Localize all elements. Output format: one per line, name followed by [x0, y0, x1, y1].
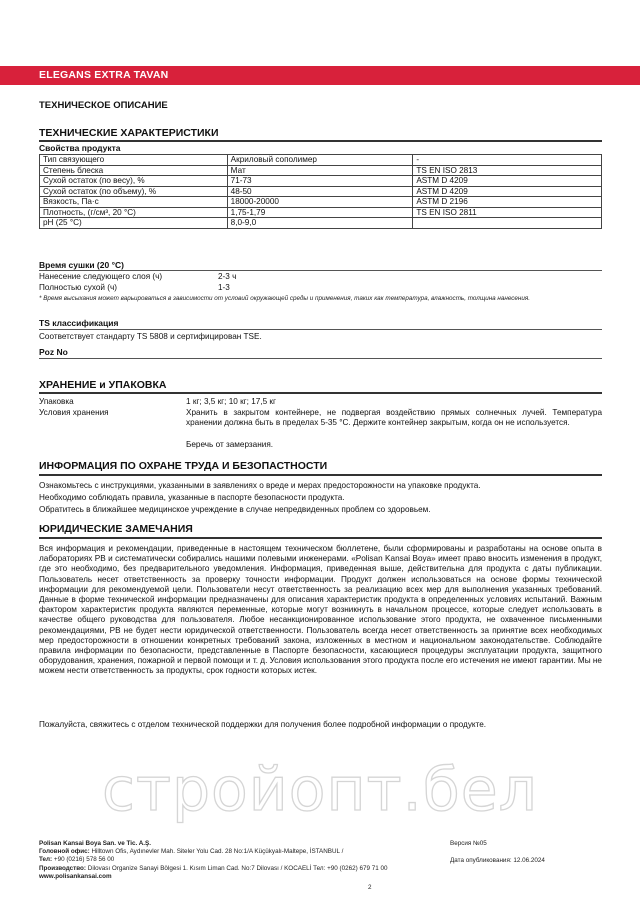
- header-bar: [0, 66, 640, 85]
- dry-label: Полностью сухой (ч): [39, 283, 117, 292]
- storage-cond-value2: Беречь от замерзания.: [186, 440, 274, 449]
- legal-heading: ЮРИДИЧЕСКИЕ ЗАМЕЧАНИЯ: [39, 523, 193, 535]
- pack-value: 1 кг; 3,5 кг; 10 кг; 17,5 кг: [186, 397, 276, 406]
- table-row: [40, 197, 602, 208]
- page-number: 2: [368, 884, 372, 891]
- recoat-value: 2-3 ч: [218, 272, 237, 281]
- storage-heading: ХРАНЕНИЕ и УПАКОВКА: [39, 379, 167, 391]
- footer-office: Hilltown Ofis, Aydınevler Mah. Siteler Yolu Cad. 28 No:1/A Küçükyalı-Maltepe, İSTANBUL /: [91, 848, 344, 856]
- property-name-cell: Сухой остаток (по весу), %: [40, 176, 228, 187]
- watermark: стройопт.бел: [102, 755, 538, 825]
- drying-rule: [39, 270, 602, 271]
- property-value-cell: 1,75-1,79: [227, 207, 413, 218]
- table-row: [40, 218, 602, 229]
- table-row: [40, 155, 602, 166]
- footer-company: Polisan Kansai Boya San. ve Tic. A.Ş.: [39, 840, 151, 847]
- ts-text: Соответствует стандарту TS 5808 и сертифицирован TSE.: [39, 332, 262, 341]
- contact-text: Пожалуйста, свяжитесь с отделом технической поддержки для получения более подробной информации о продукте.: [39, 720, 487, 729]
- dry-value: 1-3: [218, 283, 230, 292]
- product-title: ELEGANS EXTRA TAVAN: [39, 69, 169, 81]
- property-name-cell: Плотность, (г/см³, 20 °C): [40, 207, 228, 218]
- property-name-cell: Тип связующего: [40, 155, 228, 166]
- footer-version: Версия №05: [450, 840, 487, 847]
- property-value-cell: 71-73: [227, 176, 413, 187]
- footer-pub-date: Дата опубликования: 12.06.2024: [450, 857, 545, 864]
- footer-prod-label: Производство:: [39, 864, 87, 872]
- property-value-cell: 18000-20000: [227, 197, 413, 208]
- drying-label: Время сушки (20 °C): [39, 260, 124, 270]
- property-value-cell: 48-50: [227, 186, 413, 197]
- footer-web[interactable]: www.polisankansai.com: [39, 872, 112, 880]
- table-row: [40, 186, 602, 197]
- properties-table: [39, 154, 602, 229]
- table-row: [40, 176, 602, 187]
- table-row: [40, 165, 602, 176]
- storage-rule: [39, 392, 602, 394]
- ts-rule: [39, 329, 602, 330]
- property-name-cell: Сухой остаток (по объему), %: [40, 186, 228, 197]
- storage-cond-label: Условия хранения: [39, 408, 109, 417]
- safety-rule: [39, 474, 602, 476]
- property-standard-cell: ASTM D 4209: [413, 176, 602, 187]
- safety-heading: ИНФОРМАЦИЯ ПО ОХРАНЕ ТРУДА И БЕЗОПАСТНОСТИ: [39, 460, 328, 472]
- tech-heading: ТЕХНИЧЕСКИЕ ХАРАКТЕРИСТИКИ: [39, 127, 219, 139]
- doc-title: ТЕХНИЧЕСКОЕ ОПИСАНИЕ: [39, 100, 168, 111]
- ts-label: TS классификация: [39, 318, 119, 328]
- footer-tel-label: Тел:: [39, 856, 53, 864]
- storage-cond-value: Хранить в закрытом контейнере, не подвергая воздействию прямых солнечных лучей. Температура хранении должна быть в пределах 5-35 °C. Держите контейнер закрытым, когда он не используется.: [186, 408, 602, 427]
- property-name-cell: Вязкость, Па·с: [40, 197, 228, 208]
- footer-tel: +90 (0216) 578 56 00: [53, 856, 115, 864]
- footer-office-label: Головной офис:: [39, 848, 90, 856]
- props-label: Свойства продукта: [39, 143, 121, 153]
- property-standard-cell: ASTM D 2196: [413, 197, 602, 208]
- legal-rule: [39, 537, 602, 539]
- poz-label: Poz No: [39, 347, 68, 357]
- property-standard-cell: TS EN ISO 2813: [413, 165, 602, 176]
- drying-note: * Время высыхания может варьироваться в зависимости от условий окружающей среды и применения, таких как температура, влажность, толщина нанесения.: [39, 295, 531, 302]
- property-value-cell: Мат: [227, 165, 413, 176]
- property-standard-cell: -: [413, 155, 602, 166]
- safety-line-1: Ознакомьтесь с инструкциями, указанными в заявлениях о вреде и мерах предосторожности на упаковке продукта.: [39, 481, 481, 490]
- property-standard-cell: TS EN ISO 2811: [413, 207, 602, 218]
- property-standard-cell: [413, 218, 602, 229]
- table-row: [40, 207, 602, 218]
- poz-rule: [39, 358, 602, 359]
- footer-prod: Dilovası Organize Sanayi Bölgesi 1. Kısım Liman Cad. No:7 Dilovası / KOCAELİ Тел: +90 (0262) 679 71 00: [87, 864, 388, 872]
- property-value-cell: Акриловый сополимер: [227, 155, 413, 166]
- safety-line-3: Обратитесь в ближайшее медицинское учреждение в случае непредвиденных проблем со здоровьем.: [39, 505, 431, 514]
- legal-text: Вся информация и рекомендации, приведенные в настоящем техническом бюллетене, были сформированы и разработаны на основе опыта в лабораториях PB и систематически собирались нашими полевыми инженерами. «Polisan Kansai Boya» имеет право вносить изменения в продукт, где это необходимо, без предварительного уведомления. Информация, приведенная выше, действительна для продукта с даты публикации. Пользователь несет ответственность за проверку точности информации. Продукт должен использоваться на основе формы технической информации для рекомендуемой цели. Пользователи несут ответственность за реализацию всех мер для выполнения указанных требований. Данные в форме технической информации предназначены для описания характеристик продукта в определенных условиях испытаний. Важным фактором характеристик продукта являются переменные, которые могут возникнуть в начальном процессе, которые следует использовать в качестве общего руководства для пользователя. Любое несанкционированное использование этого продукта, не охваченное письменными рекомендациями, PB не будет нести юридической ответственности. Пользователь всегда несет ответственность за принятие всех необходимых мер предосторожности в отношении конкретных требований закона, изложенных в местном и национальном законодательстве. Соблюдайте правила информации по безопасности, представленные в Паспорте безопасности, касающиеся процедуры эксплуатации продукта, защитного оборудования, хранения, пожарной и первой помощи и т. д. Условия использования этого продукта после его истечения не имеют гарантии. Мы не можем нести ответственность за продукты, срок годности которых истек.: [39, 544, 602, 676]
- property-standard-cell: ASTM D 4209: [413, 186, 602, 197]
- tech-heading-rule: [39, 140, 602, 142]
- property-name-cell: Степень блеска: [40, 165, 228, 176]
- property-value-cell: 8,0-9,0: [227, 218, 413, 229]
- pack-label: Упаковка: [39, 397, 74, 406]
- property-name-cell: pH (25 °C): [40, 218, 228, 229]
- safety-line-2: Необходимо соблюдать правила, указанные в паспорте безопасности продукта.: [39, 493, 345, 502]
- recoat-label: Нанесение следующего слоя (ч): [39, 272, 163, 281]
- footer-address: [39, 840, 449, 881]
